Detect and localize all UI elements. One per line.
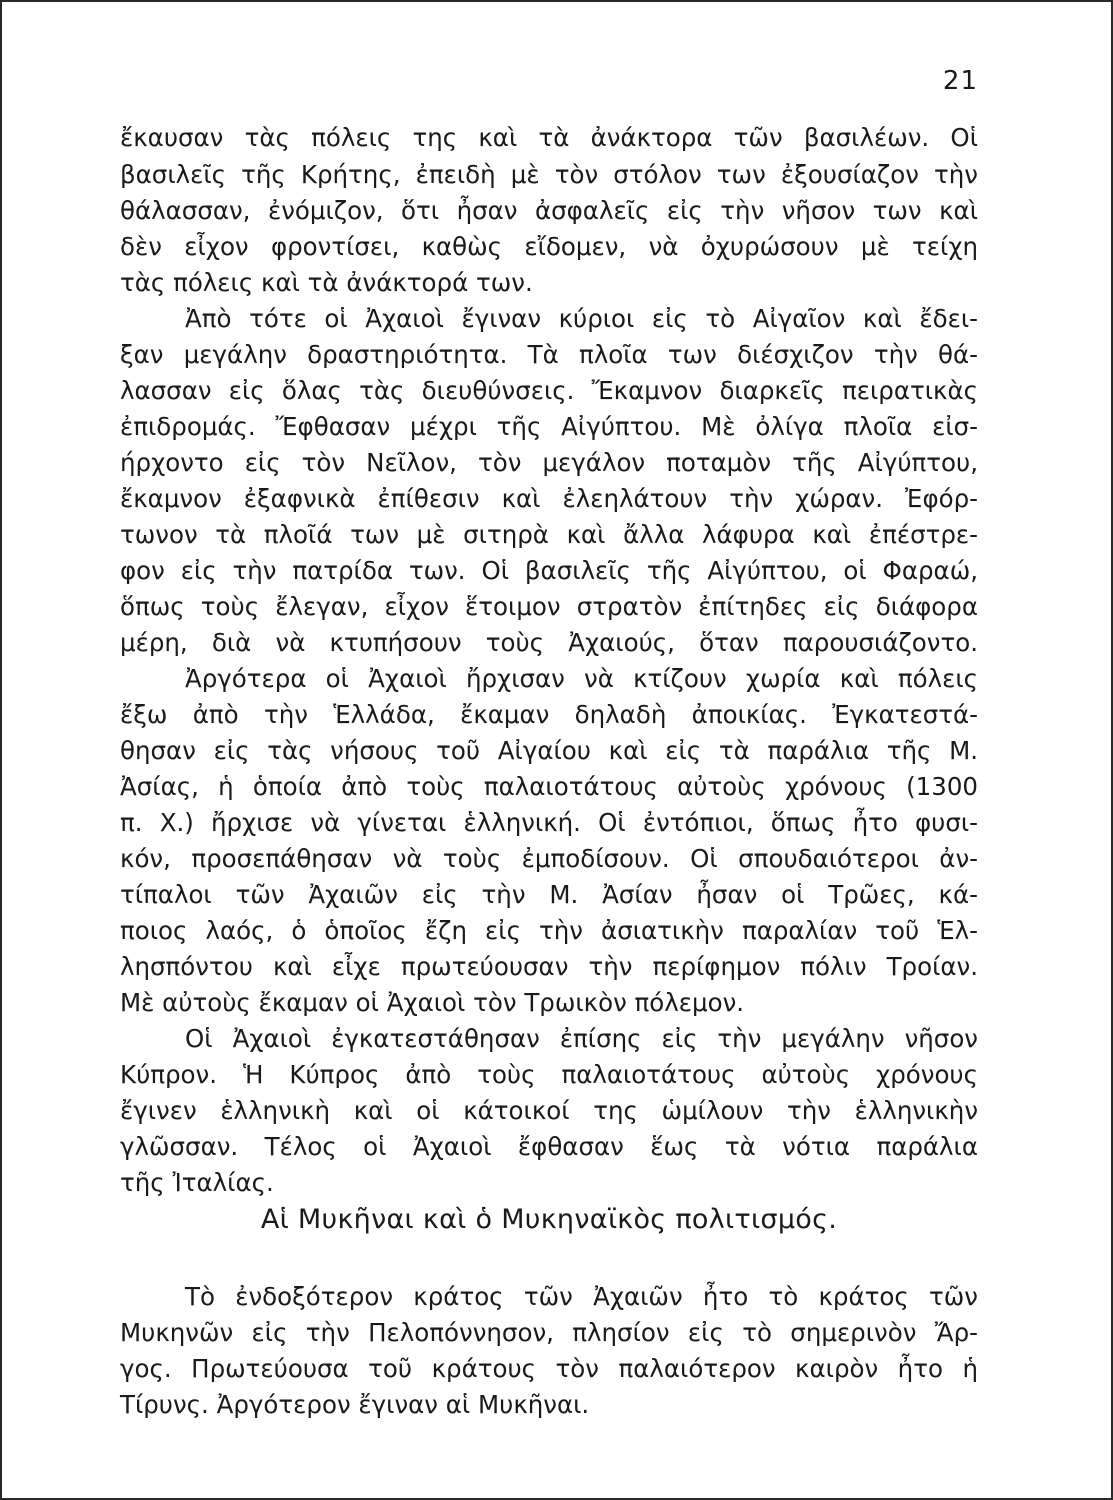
- text-line: Οἱ Ἀχαιοὶ ἐγκατεστάθησαν ἐπίσης εἰς τὴν μεγάλην νῆσον: [185, 1024, 978, 1053]
- text-line: βασιλεῖς τῆς Κρήτης, ἐπειδὴ μὲ τὸν στόλον των ἐξουσίαζον τὴν: [120, 160, 978, 189]
- text-line: λησπόντου καὶ εἶχε πρωτεύουσαν τὴν περίφημον πόλιν Τροίαν.: [120, 952, 978, 981]
- text-line: ποιος λαός, ὁ ὁποῖος ἔζη εἰς τὴν ἀσιατικὴν παραλίαν τοῦ Ἑλ-: [120, 916, 978, 945]
- text-line: τὰς πόλεις καὶ τὰ ἀνάκτορά των.: [120, 268, 533, 297]
- text-line: θάλασσαν, ἐνόμιζον, ὅτι ἦσαν ἀσφαλεῖς εἰς τὴν νῆσον των καὶ: [120, 196, 978, 225]
- text-line: λασσαν εἰς ὅλας τὰς διευθύνσεις. Ἔκαμνον διαρκεῖς πειρατικὰς: [120, 376, 978, 405]
- text-line: Μυκηνῶν εἰς τὴν Πελοπόννησον, πλησίον εἰς τὸ σημερινὸν Ἄρ-: [120, 1318, 978, 1347]
- text-line: γος. Πρωτεύουσα τοῦ κράτους τὸν παλαιότερον καιρὸν ἦτο ἡ: [120, 1354, 978, 1383]
- text-line: π. Χ.) ἤρχισε νὰ γίνεται ἑλληνική. Οἱ ἐντόπιοι, ὅπως ἦτο φυσι-: [120, 808, 978, 837]
- text-line: Κύπρον. Ἡ Κύπρος ἀπὸ τοὺς παλαιοτάτους αὐτοὺς χρόνους: [120, 1060, 978, 1089]
- text-line: δὲν εἶχον φροντίσει, καθὼς εἴδομεν, νὰ ὀχυρώσουν μὲ τείχη: [120, 232, 978, 261]
- section-heading: Αἱ Μυκῆναι καὶ ὁ Μυκηναϊκὸς πολιτισμός.: [260, 1204, 838, 1235]
- text-line: Μὲ αὐτοὺς ἔκαμαν οἱ Ἀχαιοὶ τὸν Τρωικὸν πόλεμον.: [120, 988, 745, 1017]
- text-line: τῆς Ἰταλίας.: [120, 1168, 274, 1197]
- text-line: ἔγινεν ἑλληνικὴ καὶ οἱ κάτοικοί της ὡμίλουν τὴν ἑλληνικὴν: [120, 1096, 978, 1125]
- text-line: ἔξω ἀπὸ τὴν Ἑλλάδα, ἔκαμαν δηλαδὴ ἀποικίας. Ἐγκατεστά-: [120, 700, 978, 729]
- text-line: τίπαλοι τῶν Ἀχαιῶν εἰς τὴν Μ. Ἀσίαν ἦσαν οἱ Τρῶες, κά-: [120, 880, 978, 909]
- text-line: μέρη, διὰ νὰ κτυπήσουν τοὺς Ἀχαιούς, ὅταν παρουσιάζοντο.: [120, 628, 978, 657]
- page-number: 21: [942, 66, 978, 96]
- text-line: ἐπιδρομάς. Ἔφθασαν μέχρι τῆς Αἰγύπτου. Μὲ ὀλίγα πλοῖα εἰσ-: [120, 412, 978, 441]
- text-line: ἔκαυσαν τὰς πόλεις της καὶ τὰ ἀνάκτορα τῶν βασιλέων. Οἱ: [120, 123, 978, 152]
- text-line: Ἀσίας, ἡ ὁποία ἀπὸ τοὺς παλαιοτάτους αὐτοὺς χρόνους (1300: [120, 772, 978, 801]
- text-line: Ἀπὸ τότε οἱ Ἀχαιοὶ ἔγιναν κύριοι εἰς τὸ Αἰγαῖον καὶ ἔδει-: [185, 304, 978, 333]
- text-line: Τὸ ἐνδοξότερον κράτος τῶν Ἀχαιῶν ἦτο τὸ κράτος τῶν: [185, 1282, 978, 1311]
- text-line: κόν, προσεπάθησαν νὰ τοὺς ἐμποδίσουν. Οἱ σπουδαιότεροι ἀν-: [120, 844, 978, 873]
- text-line: φον εἰς τὴν πατρίδα των. Οἱ βασιλεῖς τῆς Αἰγύπτου, οἱ Φαραώ,: [120, 556, 978, 585]
- text-line: ὅπως τοὺς ἔλεγαν, εἶχον ἕτοιμον στρατὸν ἐπίτηδες εἰς διάφορα: [120, 592, 978, 621]
- text-line: θησαν εἰς τὰς νήσους τοῦ Αἰγαίου καὶ εἰς τὰ παράλια τῆς Μ.: [120, 736, 978, 765]
- text-line: Ἀργότερα οἱ Ἀχαιοὶ ἤρχισαν νὰ κτίζουν χωρία καὶ πόλεις: [185, 664, 978, 693]
- text-line: ξαν μεγάλην δραστηριότητα. Τὰ πλοῖα των διέσχιζον τὴν θά-: [120, 340, 978, 369]
- text-line: Τίρυνς. Ἀργότερον ἔγιναν αἱ Μυκῆναι.: [120, 1390, 590, 1419]
- text-line: γλῶσσαν. Τέλος οἱ Ἀχαιοὶ ἔφθασαν ἕως τὰ νότια παράλια: [120, 1132, 978, 1161]
- text-line: ήρχοντο εἰς τὸν Νεῖλον, τὸν μεγάλον ποταμὸν τῆς Αἰγύπτου,: [120, 448, 978, 477]
- text-line: τωνον τὰ πλοῖά των μὲ σιτηρὰ καὶ ἄλλα λάφυρα καὶ ἐπέστρε-: [120, 520, 978, 549]
- text-line: ἔκαμνον ἐξαφνικὰ ἐπίθεσιν καὶ ἐλεηλάτουν τὴν χώραν. Ἐφόρ-: [120, 484, 978, 513]
